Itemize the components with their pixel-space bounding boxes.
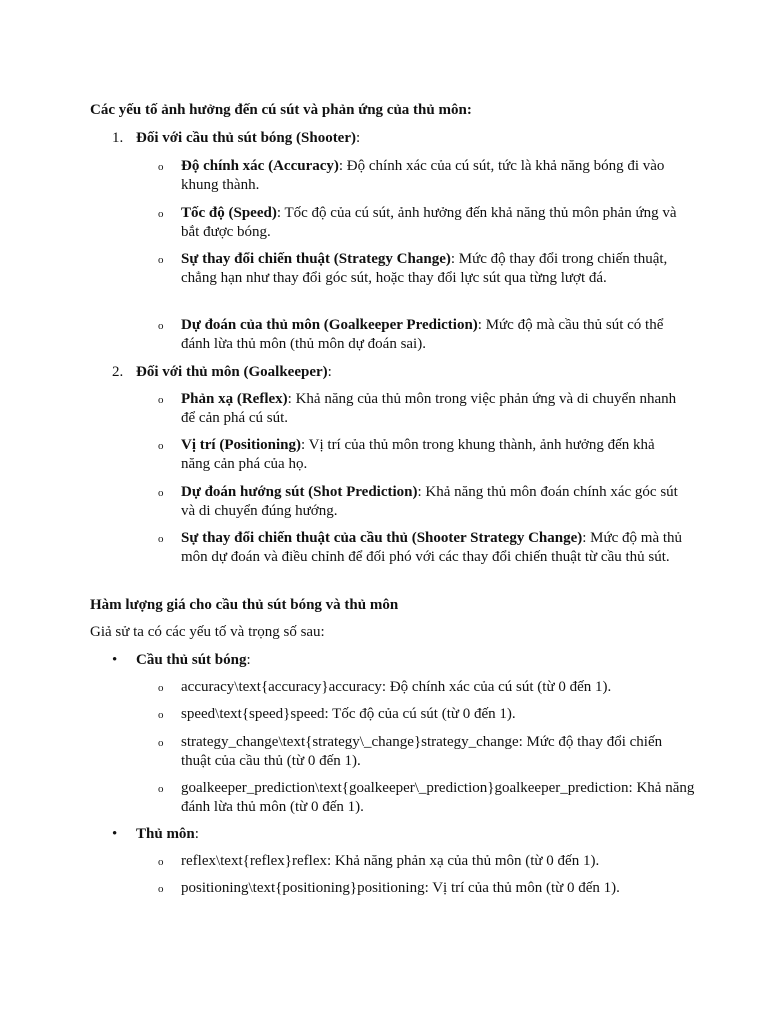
sub-bullet-icon: o [158,533,164,545]
list-item-title: Đối với cầu thủ sút bóng (Shooter): [136,130,361,146]
sub-bullet-icon: o [158,440,164,452]
bullet-icon: • [112,652,118,668]
sub-bullet-icon: o [158,737,164,749]
section-heading: Các yếu tố ảnh hưởng đến cú sút và phản ứng của thủ môn: [90,102,472,118]
sub-bullet-icon: o [158,783,164,795]
sub-bullet-icon: o [158,682,164,694]
sub-bullet-icon: o [158,208,164,220]
sub-bullet-icon: o [158,883,164,895]
list-number: 2. [112,364,124,380]
sub-bullet-icon: o [158,254,164,266]
document-page: Các yếu tố ảnh hưởng đến cú sút và phản ứng của thủ môn: 1. Đối với cầu thủ sút bóng (Shooter): o Độ chính xác (Accuracy): Độ chính xác của cú sút, tức là khả năng bóng đi vào khung thành. o Tốc độ (Speed): Tốc độ của cú sút, ảnh hưởng đến khả năng thủ môn phản ứng và bắt được bóng. o Sự thay đổi chiến thuật (Strategy Change): Mức độ thay đổi trong chiến thuật, chẳng hạn như thay đổi góc sút, hoặc thay đổi lực sút qua từng lượt đá. o Dự đoán của thủ môn (Goalkeeper Prediction): Mức độ mà cầu thủ sút có thể đánh lừa thủ môn (thủ môn dự đoán sai). 2. Đối với thủ môn (Goalkeeper): o Phản xạ (Reflex): Khả năng của thủ môn trong việc phản ứng và di chuyển nhanh để cản phá cú sút. o Vị trí (Positioning): Vị trí của thủ môn trong khung thành, ảnh hưởng đến khả năng cản phá của họ. o Dự đoán hướng sút (Shot Prediction): Khả năng thủ môn đoán chính xác góc sút và di chuyển đúng hướng. o Sự thay đổi chiến thuật của cầu thủ (Shooter Strategy Change): Mức độ mà thủ môn dự đoán và điều chỉnh để đối phó với các thay đổi chiến thuật từ cầu thủ sút. Hàm lượng giá cho cầu thủ sút bóng và thủ môn Giả sử ta có các yếu tố và trọng số sau: • Cầu thủ sút bóng: o accuracy\text{accuracy}accuracy: Độ chính xác của cú sút (từ 0 đến 1). o speed\text{speed}speed: Tốc độ của cú sút (từ 0 đến 1). o strategy_change\text{strategy\_change}strategy_change: Mức độ thay đổi chiến thuật của cầu thủ (từ 0 đến 1). o goalkeeper_prediction\text{goalkeeper\_prediction}goalkeeper_prediction: Khả năng đánh lừa thủ môn (từ 0 đến 1). • Thủ môn: o reflex\text{reflex}reflex: Khả năng phản xạ của thủ môn (từ 0 đến 1). o positioning\text{positioning}positioning: Vị trí của thủ môn (từ 0 đến 1). [0,0,768,1024]
bullet-title: Thủ môn: [136,826,199,842]
sub-bullet-icon: o [158,394,164,406]
sub-bullet-icon: o [158,320,164,332]
sub-bullet-icon: o [158,487,164,499]
bullet-title: Cầu thủ sút bóng: [136,652,251,668]
bullet-icon: • [112,826,118,842]
list-item-title: Đối với thủ môn (Goalkeeper): [136,364,332,380]
list-number: 1. [112,130,124,146]
section-heading: Hàm lượng giá cho cầu thủ sút bóng và thủ môn [90,597,399,613]
sub-bullet-icon: o [158,709,164,721]
sub-bullet-icon: o [158,856,164,868]
intro-paragraph: Giả sử ta có các yếu tố và trọng số sau: [90,624,325,640]
sub-bullet-icon: o [158,161,164,173]
